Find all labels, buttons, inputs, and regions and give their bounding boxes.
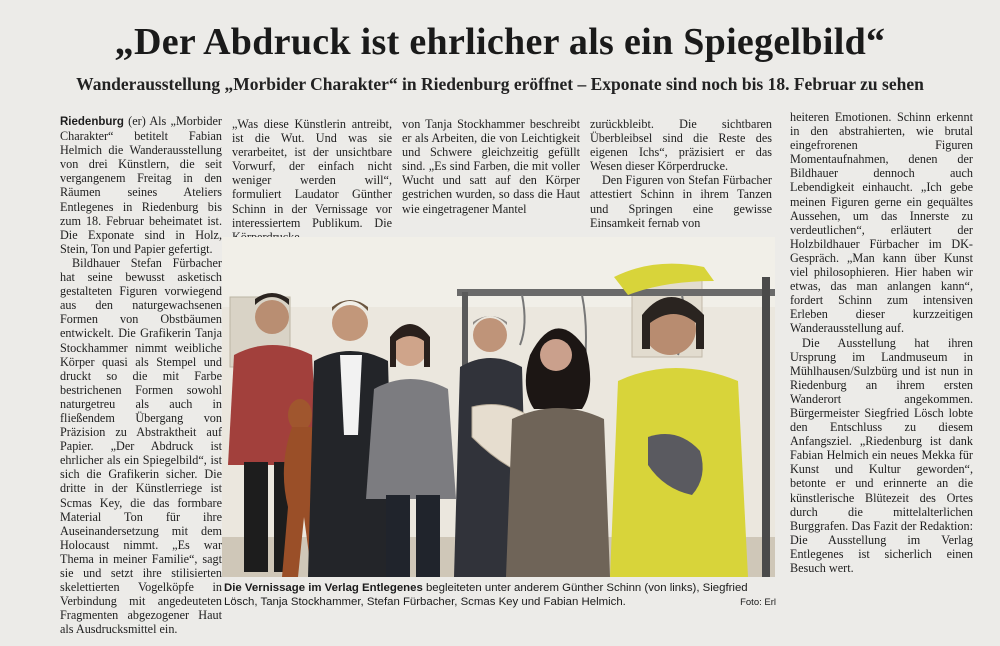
subheadline: Wanderausstellung „Morbider Charakter“ in Riedenburg eröffnet – Exponate sind noch bis 18. Februar zu sehen (76, 74, 924, 94)
paragraph-text: (er) Als „Morbider Charakter“ betitelt Fabian Helmich die Wanderausstellung von drei Künstlern, die seit vergangenem Freitag in den Räumen seines Ateliers Entlegenes in Riedenburg bis zum 18. Februar beheimatet ist. Die Exponate sind in Holz, Stein, Ton und Papier gefertigt. (60, 114, 222, 256)
article-column-1 (60, 114, 222, 637)
article-paragraph: Bildhauer Stefan Fürbacher hat seine bewusst asketisch gestalteten Figuren vorwiegend aus den naturgewachsenen Formen von Obstbäumen entwickelt. Die Grafikerin Tanja Stockhammer nimmt weibliche Körper quasi als Stempel und druckt so die mit Farbe bestrichenen Formen sowohl naturgetreu als auch in fließendem Übergang von Präzision zu Abstraktheit auf Papier. „Der Abdruck ist ehrlicher als ein Spiegelbild“, ist sich die Grafikerin sicher. Die dritte in der Künstlerriege ist Scmas Key, die das formbare Material Ton für ihre Auseinandersetzung mit dem Holocaust nimmt. „Es war Thema in meiner Familie“, sagt sie und setzt ihre stilisierten skelettierten Vogelköpfe in Verbindung mit angedeuteten Fragmenten abgezogener Haut als Ausdrucksmittel ein. (60, 255, 222, 637)
article-column-3 (402, 117, 580, 216)
article-paragraph: zurückbleibt. Die sichtbaren Überbleibsel sind die Reste des eigenen Ichs“, präzisiert er das Wesen dieser Körperdrucke. (590, 117, 772, 174)
photo-caption (224, 581, 776, 609)
caption-text: begleiteten unter anderem Günther Schinn (von links), Siegfried Lösch, Tanja Stockhammer, Stefan Fürbacher, Scmas Key und Fabian Helmich. (224, 582, 748, 608)
photo-illustration (222, 237, 775, 577)
article-paragraph: „Was diese Künstlerin antreibt, ist die Wut. Und was sie verarbeitet, ist der unsichtbare Vorwurf, der einfach nicht weniger werden will“, formuliert Laudator Günther Schinn in der Vernissage vor interessiertem Publikum. Die (232, 117, 392, 230)
article-column-5 (790, 110, 973, 575)
article-column-4 (590, 117, 772, 230)
caption-lead: Die Vernissage im Verlag Entlegenes (224, 582, 423, 594)
headline: „Der Abdruck ist ehrlicher als ein Spiegelbild“ (114, 21, 886, 63)
article-paragraph (60, 114, 222, 256)
article-paragraph: Die Ausstellung hat ihren Ursprung im Landmuseum in Mühlhausen/Sulzbürg und ist nun in Riedenburg an ihrem ersten Wanderort angekommen. Bürgermeister Siegfried Lösch lobte den Entschluss zu diesem Anfangsziel. „Riedenburg ist dank Fabian Helmich ein neues Mekka für Kunst und Kultur geworden“, betonte er und erinnerte an die künstlerische Blütezeit des Ortes durch die mittelalterlichen Burggrafen. Das Fazit der Redaktion: Die Ausstellung im Verlag Entlegenes ist sicherlich einen Besuch wert. (790, 335, 973, 575)
vernissage-photo (222, 237, 775, 577)
dateline: Riedenburg (60, 116, 124, 128)
article-paragraph: von Tanja Stockhammer beschreibt er als Arbeiten, die von Leichtigkeit und Schwere gleichzeitig gefüllt sind. „Es sind Farben, die mit voller Wucht und satt auf den Körper gestrichen wurden, so dass die Haut wie eingetragener Mantel (402, 117, 580, 216)
photo-credit: Foto: Erl (740, 597, 776, 608)
article-paragraph: heiteren Emotionen. Schinn erkennt in den abstrahierten, wie brutal eingefrorenen Figuren Momentaufnahmen, denen der Bildhauer dennoch auch Lebendigkeit einhaucht. „Ich gebe meinen Figuren gerne ein gequältes Aussehen, um das Innerste zu verdeutlichen“, erläutert der Holzbildhauer Fürbacher im DK-Gespräch. „Man kann über Kunst viel philosophieren. Hier haben wir etwas, das man anlangen kann“, fordert Schinn zum intensiven Erleben dieser kurzzeitigen Wanderausstellung auf. (790, 110, 973, 336)
article-paragraph: Den Figuren von Stefan Fürbacher attestiert Schinn in ihrem Tanzen und Springen eine gewisse Einsamkeit fernab von (590, 173, 772, 230)
article-column-2 (232, 117, 392, 244)
